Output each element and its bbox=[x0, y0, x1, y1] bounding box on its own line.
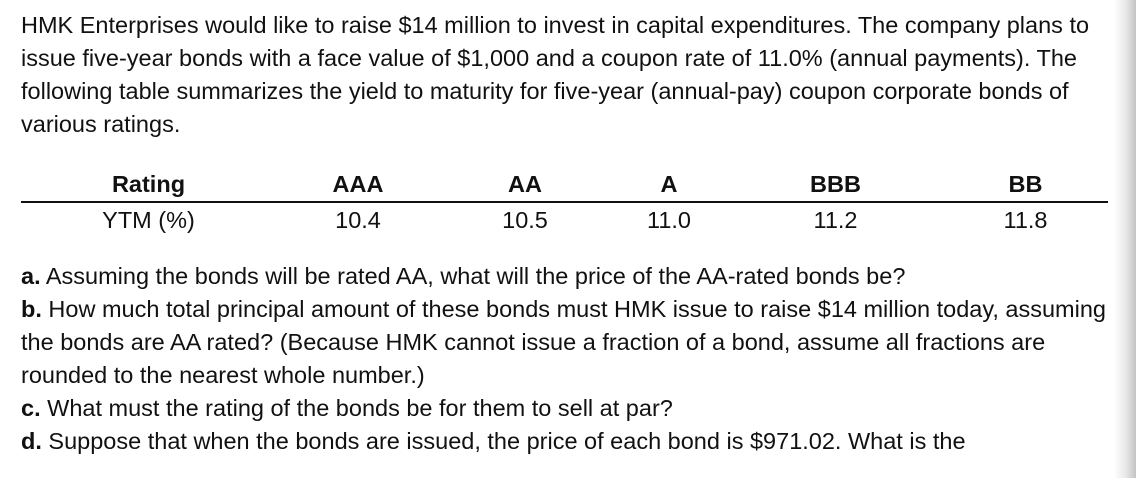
question-a bbox=[21, 260, 1116, 293]
rating-aa: AA bbox=[440, 167, 610, 202]
question-letter: c. bbox=[21, 395, 41, 421]
table-row bbox=[21, 202, 1108, 237]
ytm-aa: 10.5 bbox=[502, 206, 548, 233]
question-text: Assuming the bonds will be rated AA, what will the price of the AA-rated bonds be? bbox=[45, 263, 906, 289]
ytm-label: YTM (%) bbox=[102, 206, 195, 233]
question-letter: b. bbox=[21, 296, 42, 322]
rating-header: Rating bbox=[21, 167, 276, 202]
question-d bbox=[21, 425, 1116, 458]
rating-a: A bbox=[610, 167, 728, 202]
question-text: How much total principal amount of these bonds must HMK issue to raise $14 million today, assuming the bonds are AA rated? (Because HMK cannot issue a fraction of a bond, assume all fractions are rounded to the nearest whole number.) bbox=[21, 296, 1106, 388]
question-letter: d. bbox=[21, 428, 42, 454]
ytm-bbb: 11.2 bbox=[813, 206, 858, 233]
rating-bb: BB bbox=[943, 167, 1108, 202]
table-header-row bbox=[21, 167, 1108, 202]
question-letter: a. bbox=[21, 263, 41, 289]
problem-intro: HMK Enterprises would like to raise $14 million to invest in capital expenditures. The company plans to issue five-year bonds with a face value of $1,000 and a coupon rate of 11.0% (annual payments). The following table summarizes the yield to maturity for five-year (annual-pay) coupon corporate bonds of various ratings. bbox=[21, 12, 1090, 137]
page-edge-shadow bbox=[1114, 0, 1136, 478]
question-b bbox=[21, 293, 1116, 392]
ytm-a: 11.0 bbox=[647, 206, 691, 233]
rating-bbb: BBB bbox=[728, 167, 943, 202]
question-list bbox=[21, 260, 1116, 458]
ytm-table bbox=[21, 167, 1108, 237]
ytm-bb: 11.8 bbox=[1003, 206, 1048, 233]
ytm-aaa: 10.4 bbox=[335, 206, 381, 233]
question-c bbox=[21, 392, 1116, 425]
rating-aaa: AAA bbox=[276, 167, 440, 202]
question-text: What must the rating of the bonds be for them to sell at par? bbox=[47, 395, 673, 421]
question-text: Suppose that when the bonds are issued, the price of each bond is $971.02. What is the bbox=[48, 428, 966, 454]
